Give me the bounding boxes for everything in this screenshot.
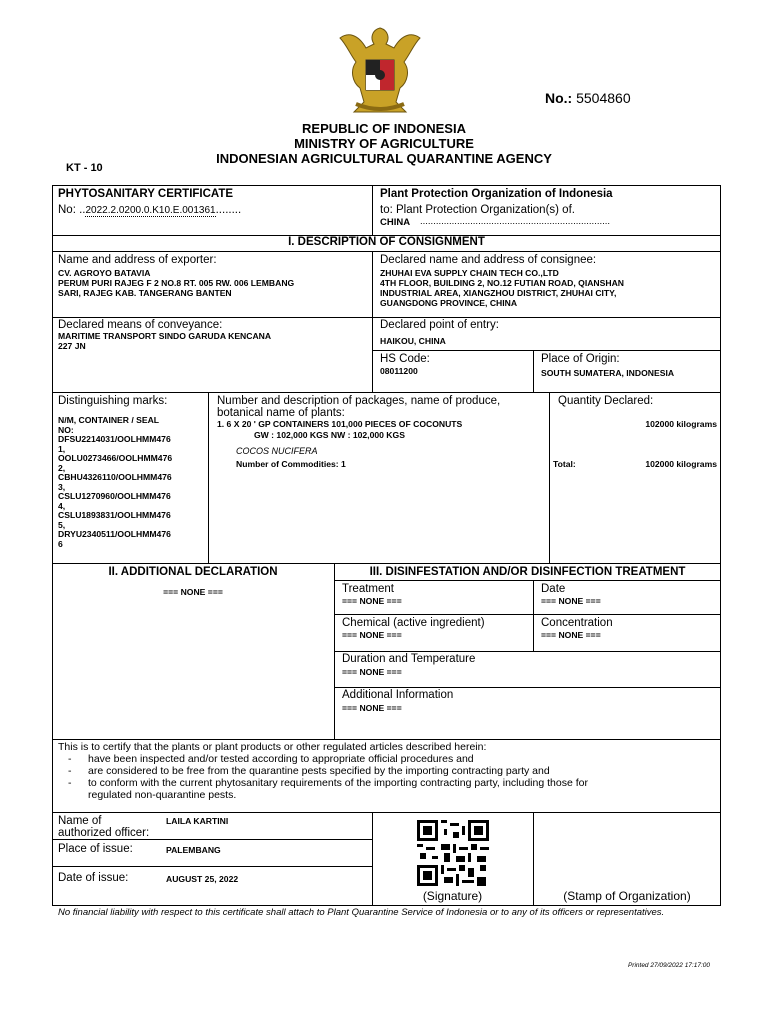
ppo-to-label: to: Plant Protection Organization(s) of. [380, 204, 575, 216]
certification-item-continuation: regulated non-quarantine pests. [88, 789, 237, 801]
form-code: KT - 10 [66, 162, 103, 174]
issue-date-value: AUGUST 25, 2022 [166, 874, 239, 884]
header-republic: REPUBLIC OF INDONESIA [302, 121, 466, 136]
marks-line: 5, [58, 519, 66, 530]
treatment-label: Treatment [342, 583, 394, 595]
botanical-name: COCOS NUCIFERA [236, 446, 318, 456]
officer-label-line: authorized officer: [58, 827, 150, 839]
stamp-label: (Stamp of Organization) [563, 889, 691, 903]
certificate-number-label: No.: [545, 90, 573, 106]
section1-title: I. DESCRIPTION OF CONSIGNMENT [288, 236, 485, 248]
concentration-value: === NONE === [541, 630, 601, 640]
garuda-emblem-icon [336, 24, 424, 116]
place-value: PALEMBANG [166, 845, 221, 855]
hs-code-value: 08011200 [380, 366, 418, 376]
officer-label [58, 815, 149, 839]
conveyance-line: MARITIME TRANSPORT SINDO GARUDA KENCANA [58, 331, 272, 341]
exporter-line: CV. AGROYO BATAVIA [58, 268, 151, 278]
duration-label: Duration and Temperature [342, 653, 476, 665]
marks-line: 1, [58, 443, 66, 454]
consignee-line: INDUSTRIAL AREA, XIANGZHOU DISTRICT, ZHUHAI CITY, [380, 288, 617, 298]
ppo-to-value: CHINA [380, 217, 411, 228]
origin-label: Place of Origin: [541, 353, 620, 365]
signature-label: (Signature) [422, 889, 483, 903]
section3-title: III. DISINFESTATION AND/OR DISINFECTION TREATMENT [369, 566, 686, 578]
marks-line: DFSU2214031/OOLHMM476 [58, 434, 171, 444]
certificate-title: PHYTOSANITARY CERTIFICATE [58, 188, 234, 200]
marks-line: DRYU2340511/OOLHMM476 [58, 529, 171, 539]
marks-line: 2, [58, 462, 66, 473]
officer-value: LAILA KARTINI [166, 816, 229, 826]
ppo-title: Plant Protection Organization of Indonesia [380, 188, 613, 200]
consignee-line: 4TH FLOOR, BUILDING 2, NO.12 FUTIAN ROAD, QIANSHAN [380, 278, 624, 288]
packages-line-2: GW : 102,000 KGS NW : 102,000 KGS [254, 430, 405, 440]
chemical-label: Chemical (active ingredient) [342, 617, 485, 629]
certification-item: are considered to be free from the quarantine pests specified by the importing contracting party and [88, 765, 550, 777]
qr-code-icon [417, 820, 489, 886]
marks-line: CBHU4326110/OOLHMM476 [58, 472, 172, 482]
consignee-address [380, 268, 624, 308]
concentration-label: Concentration [541, 617, 613, 629]
consignee-label: Declared name and address of consignee: [380, 254, 597, 266]
marks-line: N/M, CONTAINER / SEAL [58, 415, 160, 425]
marks-line: CSLU1893831/OOLHMM476 [58, 510, 171, 520]
date-label: Date [541, 583, 566, 595]
certification-item: to conform with the current phytosanitary requirements of the importing contracting party, including those for [88, 777, 588, 789]
ppo-to-dots: ........................................................................ [420, 216, 611, 227]
duration-value: === NONE === [342, 667, 402, 677]
chemical-value: === NONE === [342, 630, 402, 640]
consignee-line: GUANGDONG PROVINCE, CHINA [380, 298, 518, 308]
quantity-value: 102000 kilograms [645, 419, 717, 429]
consignee-line: ZHUHAI EVA SUPPLY CHAIN TECH CO.,LTD [380, 268, 559, 278]
certification-item: have been inspected and/or tested according to appropriate official procedures and [88, 753, 474, 765]
marks-line: OOLU0273466/OOLHMM476 [58, 453, 173, 463]
place-label: Place of issue: [58, 843, 133, 855]
treatment-value: === NONE === [342, 596, 402, 606]
date-value: === NONE === [541, 596, 601, 606]
marks-line: CSLU1270960/OOLHMM476 [58, 491, 171, 501]
packages-line-1: 1. 6 X 20 ' GP CONTAINERS 101,000 PIECES OF COCONUTS [217, 419, 463, 429]
certificate-number-value: 5504860 [576, 90, 631, 106]
section2-value: === NONE === [163, 587, 223, 597]
phyto-number [58, 204, 241, 216]
entry-label: Declared point of entry: [380, 319, 499, 331]
phyto-number-value: 2022.2.0200.0.K10.E.001361 [85, 205, 216, 216]
section2-title: II. ADDITIONAL DECLARATION [108, 566, 278, 578]
phyto-number-prefix: No: .. [58, 204, 86, 216]
header-ministry: MINISTRY OF AGRICULTURE [294, 136, 474, 151]
marks-line: NO: [58, 424, 74, 435]
additional-info-value: === NONE === [342, 703, 402, 713]
marks-line: 6 [58, 538, 63, 549]
exporter-label: Name and address of exporter: [58, 254, 217, 266]
conveyance-label: Declared means of conveyance: [58, 319, 223, 331]
exporter-line: PERUM PURI RAJEG F 2 NO.8 RT. 005 RW. 006 LEMBANG [58, 278, 295, 288]
exporter-address [58, 268, 294, 298]
marks-line: 4, [58, 500, 66, 511]
marks-label: Distinguishing marks: [58, 395, 168, 407]
additional-info-label: Additional Information [342, 689, 454, 701]
printed-timestamp: Printed 27/09/2022 17:17:00 [627, 962, 710, 969]
certificate-number [545, 90, 631, 106]
total-value: 102000 kilograms [645, 459, 717, 469]
packages-label-line: botanical name of plants: [217, 407, 345, 419]
number-of-commodities: Number of Commodities: 1 [236, 459, 346, 469]
packages-label [217, 395, 500, 419]
marks-list [58, 416, 172, 549]
entry-value: HAIKOU, CHINA [380, 336, 446, 346]
phyto-number-suffix: ........ [215, 204, 242, 216]
hs-code-label: HS Code: [380, 353, 430, 365]
marks-line: 3, [58, 481, 66, 492]
total-label: Total: [553, 459, 576, 469]
liability-disclaimer: No financial liability with respect to this certificate shall attach to Plant Quarantine Service of Indonesia or to any of its officers or representatives. [58, 907, 665, 918]
packages-label-line: Number and description of packages, name of produce, [217, 395, 501, 407]
conveyance-value [58, 331, 271, 351]
conveyance-line: 227 JN [58, 341, 86, 351]
certification-intro: This is to certify that the plants or plant products or other regulated articles described herein: [58, 741, 487, 753]
header-agency: INDONESIAN AGRICULTURAL QUARANTINE AGENCY [216, 151, 552, 166]
issue-date-label: Date of issue: [58, 872, 129, 884]
quantity-label: Quantity Declared: [558, 395, 654, 407]
officer-label-line: Name of [58, 815, 102, 827]
origin-value: SOUTH SUMATERA, INDONESIA [541, 368, 675, 378]
certification-text: This is to certify that the plants or plant products or other regulated articles described herein: - have been inspected and/or tested according to appropriate official procedures and - are considered to be free from the quarantine pests specified by the importing contracting party and - to conform with the current phytosanitary requirements of the importing contracting party, including those for regulated non-quarantine pests. [58, 741, 713, 801]
exporter-line: SARI, RAJEG KAB. TANGERANG BANTEN [58, 288, 232, 298]
